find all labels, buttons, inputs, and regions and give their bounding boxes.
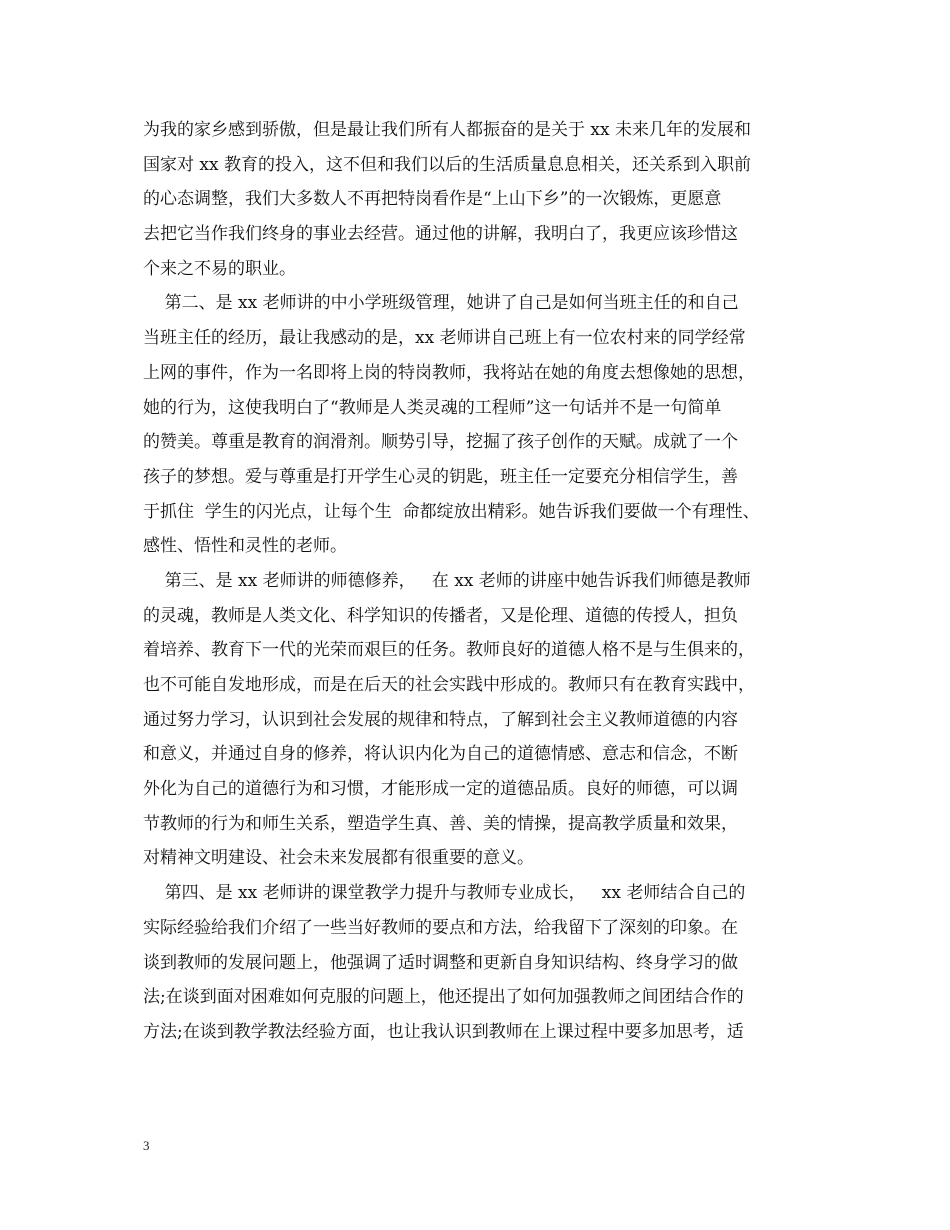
text-line: 实际经验给我们介绍了一些当好教师的要点和方法，给我留下了深刻的印象。在 xyxy=(143,917,738,938)
text-line: 上网的事件，作为一名即将上岗的特岗教师，我将站在她的角度去想像她的思想， xyxy=(143,362,755,383)
text-line: 方法;在谈到教学教法经验方面，也让我认识到教师在上课过程中要多加思考，适 xyxy=(143,1021,744,1042)
text-line: 节教师的行为和师生关系，塑造学生真、善、美的情操，提高教学质量和效果， xyxy=(143,813,738,834)
text-line: 谈到教师的发展问题上，他强调了适时调整和更新自身知识结构、终身学习的做 xyxy=(143,952,738,973)
text-line: 孩子的梦想。爱与尊重是打开学生心灵的钥匙，班主任一定要充分相信学生，善 xyxy=(143,466,738,487)
text-line: 对精神文明建设、社会未来发展都有很重要的意义。 xyxy=(143,848,534,869)
text-line: 通过努力学习，认识到社会发展的规律和特点，了解到社会主义教师道德的内容 xyxy=(143,709,738,730)
text-line: 为我的家乡感到骄傲，但是最让我们所有人都振奋的是关于 xx 未来几年的发展和 xyxy=(143,120,751,140)
page-number: 3 xyxy=(143,1138,150,1153)
text-line: 国家对 xx 教育的投入，这不但和我们以后的生活质量息息相关，还关系到入职前 xyxy=(143,154,751,175)
body-text xyxy=(143,113,833,1050)
text-line: 第四、是 xx 老师讲的课堂教学力提升与教师专业成长， xx 老师结合自己的 xyxy=(143,883,746,904)
text-line: 于抓住 学生的闪光点，让每个生 命都绽放出精彩。她告诉我们要做一个有理性、 xyxy=(143,501,760,522)
text-line: 和意义，并通过自身的修养，将认识内化为自己的道德情感、意志和信念，不断 xyxy=(143,744,738,765)
text-line: 的心态调整，我们大多数人不再把特岗看作是“上山下乡”的一次锻炼，更愿意 xyxy=(143,189,722,210)
text-line: 的赞美。尊重是教育的润滑剂。顺势引导，挖掘了孩子创作的天赋。成就了一个 xyxy=(143,432,738,453)
text-line: 去把它当作我们终身的事业去经营。通过他的讲解，我明白了，我更应该珍惜这 xyxy=(143,224,738,245)
text-line: 着培养、教育下一代的光荣而艰巨的任务。教师良好的道德人格不是与生俱来的， xyxy=(143,640,755,661)
text-line: 感性、悟性和灵性的老师。 xyxy=(143,536,347,557)
text-line: 外化为自己的道德行为和习惯，才能形成一定的道德品质。良好的师德，可以调 xyxy=(143,779,738,800)
text-line: 的灵魂，教师是人类文化、科学知识的传播者，又是伦理、道德的传授人，担负 xyxy=(143,605,738,626)
text-line: 第二、是 xx 老师讲的中小学班级管理，她讲了自己是如何当班主任的和自己 xyxy=(143,293,739,314)
text-line: 当班主任的经历，最让我感动的是，xx 老师讲自己班上有一位农村来的同学经常 xyxy=(143,328,746,349)
text-line: 她的行为，这使我明白了“教师是人类灵魂的工程师”这一句话并不是一句简单 xyxy=(143,397,722,418)
text-line: 个来之不易的职业。 xyxy=(143,258,296,279)
text-line: 第三、是 xx 老师讲的师德修养， 在 xx 老师的讲座中她告诉我们师德是教师 xyxy=(143,570,751,591)
text-line: 也不可能自发地形成，而是在后天的社会实践中形成的。教师只有在教育实践中， xyxy=(143,675,755,695)
text-line: 法;在谈到面对困难如何克服的问题上，他还提出了如何加强教师之间团结合作的 xyxy=(143,987,744,1008)
